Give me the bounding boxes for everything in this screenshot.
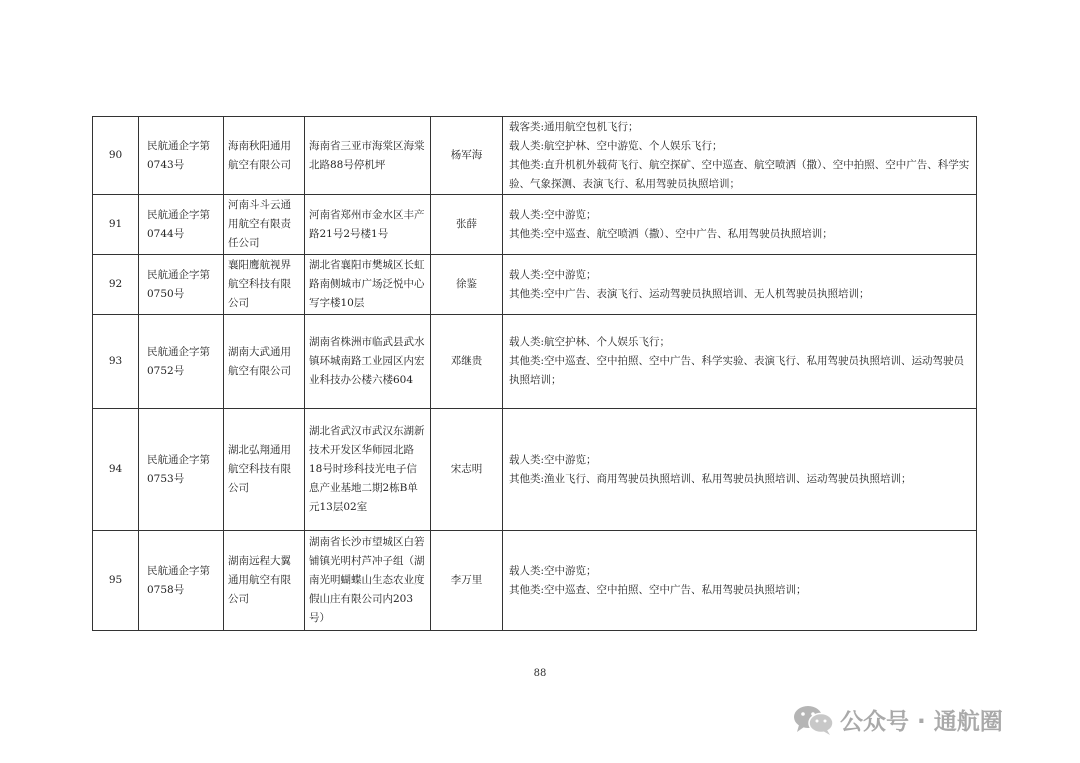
row-number: 93 (93, 315, 139, 409)
scope-line: 其他类:直升机机外载荷飞行、航空探矿、空中巡查、航空喷洒（撒）、空中拍照、空中广告、科学实验、气象探测、表演飞行、私用驾驶员执照培训； (509, 158, 970, 190)
row-number: 95 (93, 531, 139, 631)
row-number: 92 (93, 255, 139, 315)
enterprise-table (92, 116, 977, 631)
company-address: 湖南省长沙市望城区白箬铺镇光明村芦冲子组（湖南光明蝴蝶山生态农业度假山庄有限公司内203号） (305, 531, 431, 631)
business-scope (503, 117, 977, 195)
row-number: 90 (93, 117, 139, 195)
watermark-text: 公众号 · 通航圈 (840, 708, 1003, 735)
page-number: 88 (533, 668, 547, 679)
legal-representative: 杨军海 (431, 117, 503, 195)
legal-representative: 邓继贵 (431, 315, 503, 409)
company-name: 湖南大武通用航空有限公司 (224, 315, 305, 409)
legal-representative: 李万里 (431, 531, 503, 631)
legal-representative: 张薛 (431, 195, 503, 255)
row-number: 91 (93, 195, 139, 255)
table-row (93, 117, 977, 195)
watermark (790, 702, 1003, 736)
company-name: 湖南远程大翼通用航空有限公司 (224, 531, 305, 631)
company-name: 襄阳鹰航视界航空科技有限公司 (224, 255, 305, 315)
business-scope (503, 255, 977, 315)
table-row (93, 531, 977, 631)
scope-line: 其他类:空中巡查、空中拍照、空中广告、私用驾驶员执照培训； (509, 583, 807, 596)
scope-line: 载人类:航空护林、个人娱乐飞行； (509, 336, 671, 348)
company-address: 湖北省武汉市武汉东湖新技术开发区华师园北路18号时珍科技光电子信息产业基地二期2栋B单元13层02室 (305, 409, 431, 531)
company-address: 湖南省株洲市临武县武水镇环城南路工业园区内宏业科技办公楼六楼604 (305, 315, 431, 409)
scope-line: 其他类:空中广告、表演飞行、运动驾驶员执照培训、无人机驾驶员执照培训； (509, 287, 870, 300)
legal-representative: 宋志明 (431, 409, 503, 531)
business-scope (503, 409, 977, 531)
license-number: 民航通企字第0753号 (139, 409, 224, 531)
table-row (93, 409, 977, 531)
scope-line: 载人类:航空护林、空中游览、个人娱乐飞行； (509, 139, 723, 152)
business-scope (503, 531, 977, 631)
company-name: 河南斗斗云通用航空有限责任公司 (224, 195, 305, 255)
table-body (93, 117, 977, 631)
business-scope (503, 315, 977, 409)
license-number: 民航通企字第0744号 (139, 195, 224, 255)
scope-line: 载人类:空中游览； (509, 268, 597, 281)
scope-line: 载客类:通用航空包机飞行； (509, 120, 639, 133)
license-number: 民航通企字第0750号 (139, 255, 224, 315)
license-number: 民航通企字第0752号 (139, 315, 224, 409)
table-row (93, 315, 977, 409)
scope-line: 载人类:空中游览； (509, 453, 597, 466)
scope-line: 其他类:空中巡查、空中拍照、空中广告、科学实验、表演飞行、私用驾驶员执照培训、运动驾驶员执照培训； (509, 355, 965, 386)
company-name: 海南秋阳通用航空有限公司 (224, 117, 305, 195)
scope-line: 载人类:空中游览； (509, 208, 597, 221)
legal-representative: 徐鉴 (431, 255, 503, 315)
scope-line: 载人类:空中游览； (509, 564, 597, 577)
row-number: 94 (93, 409, 139, 531)
business-scope (503, 195, 977, 255)
table-row (93, 255, 977, 315)
company-address: 河南省郑州市金水区丰产路21号2号楼1号 (305, 195, 431, 255)
wechat-icon (790, 702, 836, 736)
license-number: 民航通企字第0743号 (139, 117, 224, 195)
company-name: 湖北弘翔通用航空科技有限公司 (224, 409, 305, 531)
company-address: 湖北省襄阳市樊城区长虹路南侧城市广场泛悦中心写字楼10层 (305, 255, 431, 315)
scope-line: 其他类:渔业飞行、商用驾驶员执照培训、私用驾驶员执照培训、运动驾驶员执照培训； (509, 472, 912, 485)
scope-line: 其他类:空中巡查、航空喷洒（撒）、空中广告、私用驾驶员执照培训； (509, 227, 833, 240)
license-number: 民航通企字第0758号 (139, 531, 224, 631)
company-address: 海南省三亚市海棠区海棠北路88号停机坪 (305, 117, 431, 195)
table-row (93, 195, 977, 255)
